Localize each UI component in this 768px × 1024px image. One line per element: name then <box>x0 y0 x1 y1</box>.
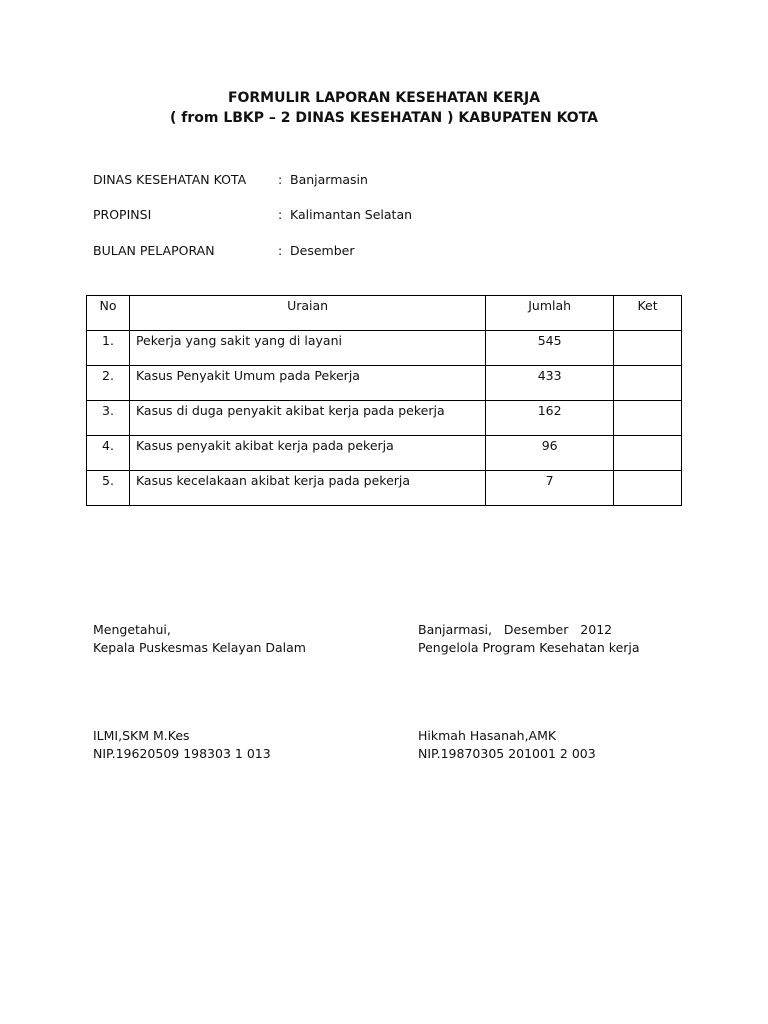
cell-jumlah: 162 <box>486 401 614 436</box>
cell-ket <box>614 471 682 506</box>
table-row <box>87 366 682 401</box>
signature-left-name: ILMI,SKM M.Kes <box>93 728 190 743</box>
cell-uraian: Pekerja yang sakit yang di layani <box>129 331 485 366</box>
cell-jumlah: 433 <box>486 366 614 401</box>
meta-label-propinsi: PROPINSI <box>93 207 152 222</box>
signature-left-position: Kepala Puskesmas Kelayan Dalam <box>93 640 306 655</box>
table-row <box>87 436 682 471</box>
header-jumlah: Jumlah <box>486 296 614 331</box>
table-row <box>87 401 682 436</box>
header-uraian: Uraian <box>129 296 485 331</box>
meta-colon-bulan: : <box>278 243 283 258</box>
cell-jumlah: 7 <box>486 471 614 506</box>
cell-no: 4. <box>87 436 130 471</box>
meta-label-bulan: BULAN PELAPORAN <box>93 243 215 258</box>
meta-value-bulan: Desember <box>290 243 355 258</box>
cell-uraian: Kasus penyakit akibat kerja pada pekerja <box>129 436 485 471</box>
cell-uraian: Kasus Penyakit Umum pada Pekerja <box>129 366 485 401</box>
cell-ket <box>614 331 682 366</box>
header-no: No <box>87 296 130 331</box>
cell-uraian: Kasus di duga penyakit akibat kerja pada pekerja <box>129 401 485 436</box>
meta-value-propinsi: Kalimantan Selatan <box>290 207 413 222</box>
cell-no: 5. <box>87 471 130 506</box>
meta-colon-propinsi: : <box>278 207 283 222</box>
form-subtitle: ( from LBKP – 2 DINAS KESEHATAN ) KABUPATEN KOTA <box>169 110 598 126</box>
header-ket: Ket <box>614 296 682 331</box>
cell-ket <box>614 366 682 401</box>
form-title: FORMULIR LAPORAN KESEHATAN KERJA <box>227 90 541 106</box>
cell-ket <box>614 436 682 471</box>
signature-right-name: Hikmah Hasanah,AMK <box>418 728 557 743</box>
table-header-row <box>87 296 682 331</box>
cell-jumlah: 96 <box>486 436 614 471</box>
cell-no: 1. <box>87 331 130 366</box>
signature-right-place-date: Banjarmasi, Desember 2012 <box>418 622 613 637</box>
table-row <box>87 331 682 366</box>
signature-left-acknowledged: Mengetahui, <box>93 622 171 637</box>
signature-right-nip: NIP.19870305 201001 2 003 <box>418 746 596 761</box>
cell-no: 2. <box>87 366 130 401</box>
cell-no: 3. <box>87 401 130 436</box>
cell-ket <box>614 401 682 436</box>
cell-jumlah: 545 <box>486 331 614 366</box>
signature-right-position: Pengelola Program Kesehatan kerja <box>418 640 640 655</box>
table-row <box>87 471 682 506</box>
signature-left-nip: NIP.19620509 198303 1 013 <box>93 746 271 761</box>
meta-colon-dinas: : <box>278 172 283 187</box>
report-table <box>86 295 682 506</box>
cell-uraian: Kasus kecelakaan akibat kerja pada pekerja <box>129 471 485 506</box>
meta-value-dinas: Banjarmasin <box>290 172 368 187</box>
meta-label-dinas: DINAS KESEHATAN KOTA <box>93 172 247 187</box>
